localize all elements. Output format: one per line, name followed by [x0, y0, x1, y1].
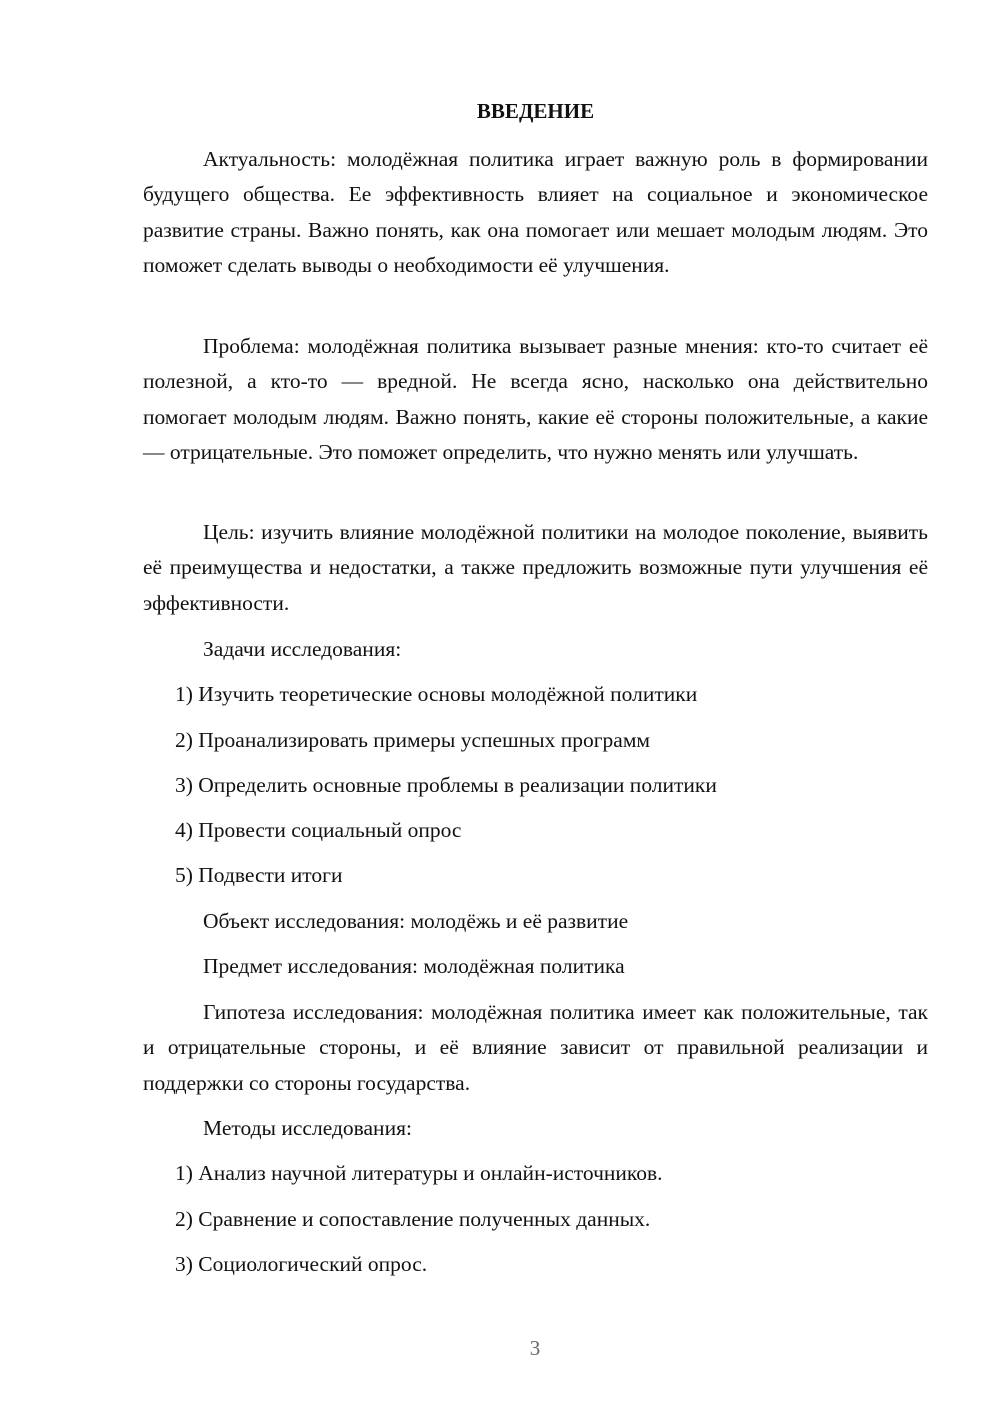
page-number: 3	[529, 1336, 541, 1360]
task-item: 4) Провести социальный опрос	[175, 818, 462, 842]
method-item: 1) Анализ научной литературы и онлайн-источников.	[175, 1161, 663, 1185]
method-item: 3) Социологический опрос.	[175, 1252, 428, 1276]
section-title: ВВЕДЕНИЕ	[476, 99, 595, 123]
research-subject: Предмет исследования: молодёжная политика	[203, 954, 625, 978]
research-object: Объект исследования: молодёжь и её развитие	[203, 909, 629, 933]
method-item: 2) Сравнение и сопоставление полученных данных.	[175, 1207, 651, 1231]
task-item: 1) Изучить теоретические основы молодёжной политики	[175, 682, 698, 706]
problem-paragraph: Проблема: молодёжная политика вызывает разные мнения: кто-то считает её полезной, а кто-то — вредной. Не всегда ясно, насколько она действительно помогает молодым людям. Важно понять, какие её стороны положительные, а какие — отрицательные. Это поможет определить, что нужно менять или улучшать.	[143, 334, 928, 465]
task-item: 3) Определить основные проблемы в реализации политики	[175, 773, 717, 797]
methods-heading: Методы исследования:	[203, 1116, 412, 1140]
relevance-paragraph: Актуальность: молодёжная политика играет важную роль в формировании будущего общества. Ее эффективность влияет на социальное и экономическое развитие страны. Важно понять, как она помогает или мешает молодым людям. Это поможет сделать выводы о необходимости её улучшения.	[143, 147, 928, 278]
tasks-heading: Задачи исследования:	[203, 637, 402, 661]
task-item: 5) Подвести итоги	[175, 863, 343, 887]
hypothesis-paragraph: Гипотеза исследования: молодёжная политика имеет как положительные, так и отрицательные стороны, и её влияние зависит от правильной реализации и поддержки со стороны государства.	[143, 1000, 928, 1095]
goal-paragraph: Цель: изучить влияние молодёжной политики на молодое поколение, выявить её преимущества и недостатки, а также предложить возможные пути улучшения её эффективности.	[143, 520, 928, 615]
task-item: 2) Проанализировать примеры успешных программ	[175, 728, 651, 752]
